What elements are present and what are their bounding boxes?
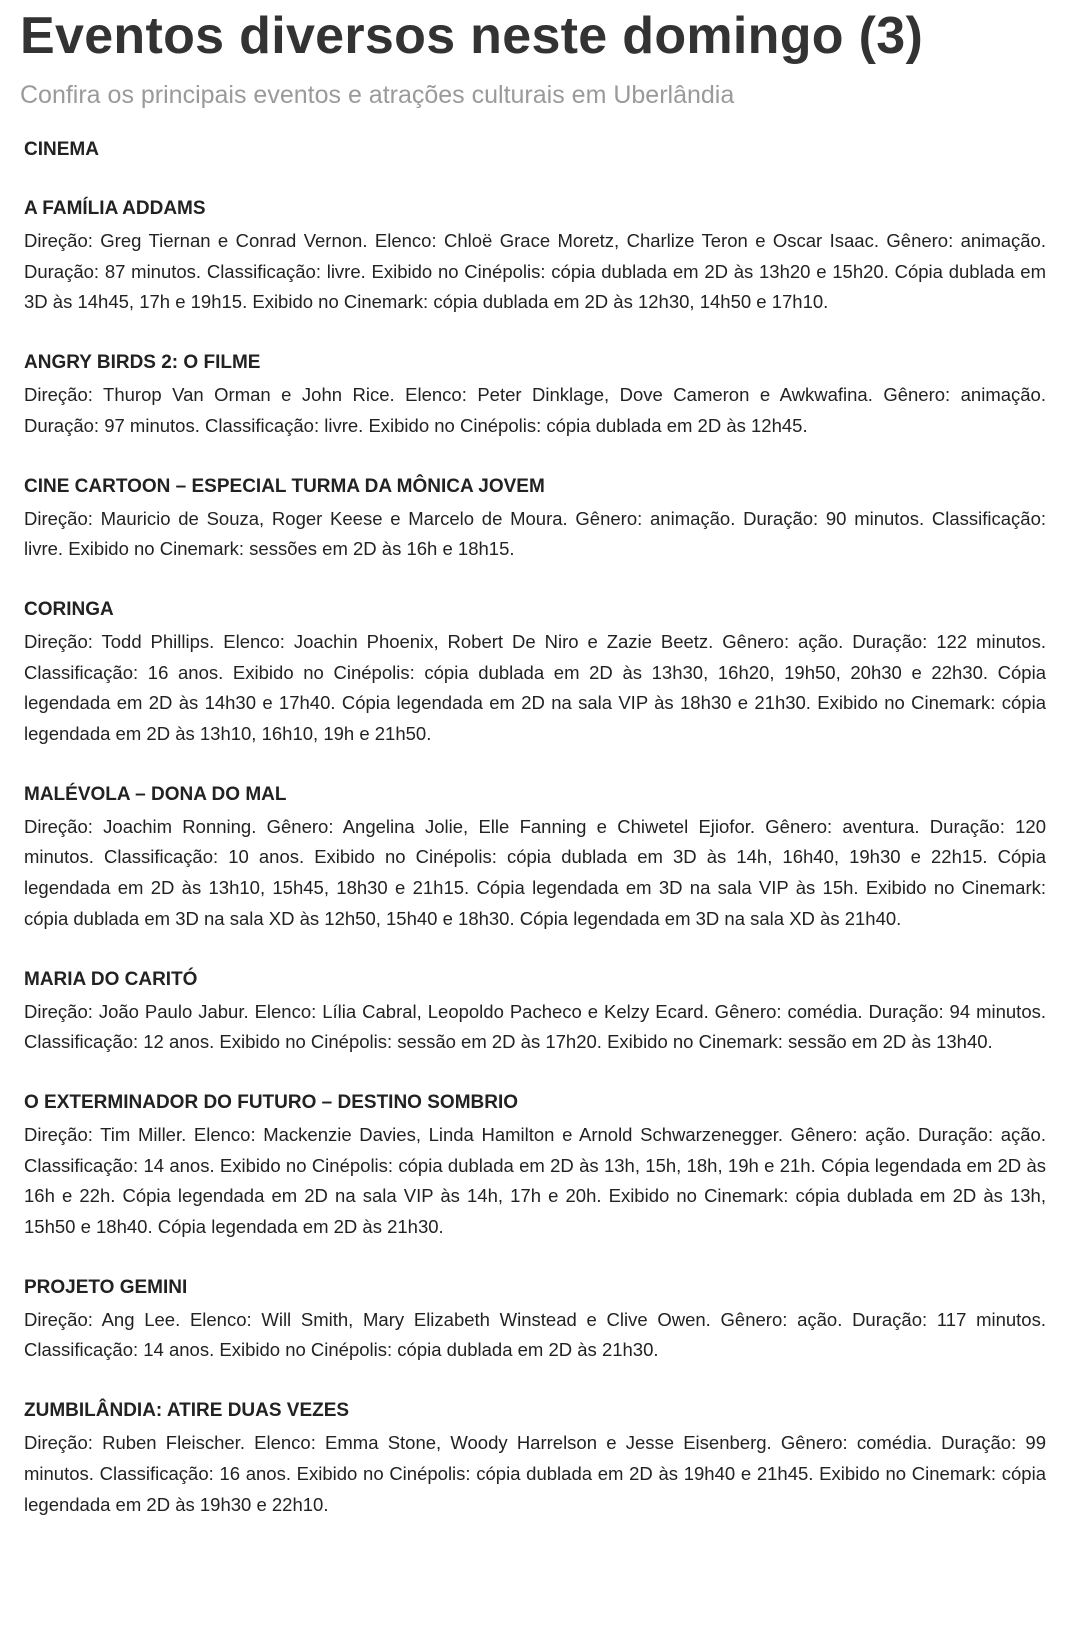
movie-title: MARIA DO CARITÓ: [24, 968, 198, 990]
movie-entry: [24, 1089, 1046, 1243]
movie-entry: [24, 781, 1046, 935]
movie-description: Direção: Joachim Ronning. Gênero: Angelina Jolie, Elle Fanning e Chiwetel Ejiofor. Gênero: aventura. Duração: 120 minutos. Classificação: 10 anos. Exibido no Cinépolis: cópia dublada em 3D às 14h, 16h40, 19h30 e 22h15. Cópia legendada em 2D às 13h10, 15h45, 18h30 e 21h15. Cópia legendada em 3D na sala VIP às 15h. Exibido no Cinemark: cópia dublada em 3D na sala XD às 12h50, 15h40 e 18h30. Cópia legendada em 3D na sala XD às 21h40.: [24, 815, 1046, 929]
movie-entry: [24, 1397, 1046, 1520]
movie-entry: [24, 1274, 1046, 1366]
movie-entry: [24, 473, 1046, 565]
movie-entry: [24, 349, 1046, 441]
movie-title: O EXTERMINADOR DO FUTURO – DESTINO SOMBRIO: [24, 1091, 519, 1113]
movie-entry: [24, 195, 1046, 318]
movie-description: Direção: Tim Miller. Elenco: Mackenzie Davies, Linda Hamilton e Arnold Schwarzenegger. Gênero: ação. Duração: ação. Classificação: 14 anos. Exibido no Cinépolis: cópia dublada em 2D às 13h, 15h, 18h, 19h e 21h. Cópia legendada em 2D às 16h e 22h. Cópia legendada em 2D na sala VIP às 14h, 17h e 20h. Exibido no Cinemark: cópia dublada em 2D às 13h, 15h50 e 18h40. Cópia legendada em 2D às 21h30.: [24, 1123, 1046, 1238]
section-label-cinema: CINEMA: [24, 139, 99, 160]
movie-entry: [24, 966, 1046, 1058]
movie-title: ANGRY BIRDS 2: O FILME: [24, 352, 261, 374]
movie-description: Direção: João Paulo Jabur. Elenco: Lília Cabral, Leopoldo Pacheco e Kelzy Ecard. Gênero: comédia. Duração: 94 minutos. Classificação: 12 anos. Exibido no Cinépolis: sessão em 2D às 17h20. Exibido no Cinemark: sessão em 2D às 13h40.: [24, 1000, 1046, 1053]
movie-title: CORINGA: [24, 598, 114, 620]
movie-title: ZUMBILÂNDIA: ATIRE DUAS VEZES: [24, 1400, 350, 1422]
movie-title: MALÉVOLA – DONA DO MAL: [24, 783, 287, 805]
page-subtitle: Confira os principais eventos e atrações culturais em Uberlândia: [20, 81, 735, 109]
movie-description: Direção: Mauricio de Souza, Roger Keese e Marcelo de Moura. Gênero: animação. Duração: 90 minutos. Classificação: livre. Exibido no Cinemark: sessões em 2D às 16h e 18h15.: [24, 507, 1046, 560]
movie-description: Direção: Ruben Fleischer. Elenco: Emma Stone, Woody Harrelson e Jesse Eisenberg. Gênero: comédia. Duração: 99 minutos. Classificação: 16 anos. Exibido no Cinépolis: cópia dublada em 2D às 19h40 e 21h45. Exibido no Cinemark: cópia legendada em 2D às 19h30 e 22h10.: [24, 1432, 1046, 1515]
page-title: Eventos diversos neste domingo (3): [20, 7, 924, 65]
movie-description: Direção: Thurop Van Orman e John Rice. Elenco: Peter Dinklage, Dove Cameron e Awkwafina. Gênero: animação. Duração: 97 minutos. Classificação: livre. Exibido no Cinépolis: cópia dublada em 2D às 12h45.: [24, 384, 1046, 436]
movie-entry: [24, 596, 1046, 750]
movie-title: A FAMÍLIA ADDAMS: [24, 198, 206, 219]
movie-description: Direção: Todd Phillips. Elenco: Joachin Phoenix, Robert De Niro e Zazie Beetz. Gênero: ação. Duração: 122 minutos. Classificação: 16 anos. Exibido no Cinépolis: cópia dublada em 2D às 13h30, 16h20, 19h50, 20h30 e 22h30. Cópia legendada em 2D às 14h30 e 17h40. Cópia legendada em 2D na sala VIP às 18h30 e 21h30. Exibido no Cinemark: cópia legendada em 2D às 13h10, 16h10, 19h e 21h50.: [24, 630, 1046, 745]
movie-description: Direção: Greg Tiernan e Conrad Vernon. Elenco: Chloë Grace Moretz, Charlize Teron e Oscar Isaac. Gênero: animação. Duração: 87 minutos. Classificação: livre. Exibido no Cinépolis: cópia dublada em 2D às 13h20 e 15h20. Cópia dublada em 3D às 14h45, 17h e 19h15. Exibido no Cinemark: cópia dublada em 2D às 12h30, 14h50 e 17h10.: [24, 230, 1046, 313]
movie-description: Direção: Ang Lee. Elenco: Will Smith, Mary Elizabeth Winstead e Clive Owen. Gênero: ação. Duração: 117 minutos. Classificação: 14 anos. Exibido no Cinépolis: cópia dublada em 2D às 21h30.: [24, 1308, 1046, 1361]
movie-title: PROJETO GEMINI: [24, 1276, 188, 1298]
movie-title: CINE CARTOON – ESPECIAL TURMA DA MÔNICA JOVEM: [24, 475, 545, 497]
article-body: [20, 136, 1050, 1520]
